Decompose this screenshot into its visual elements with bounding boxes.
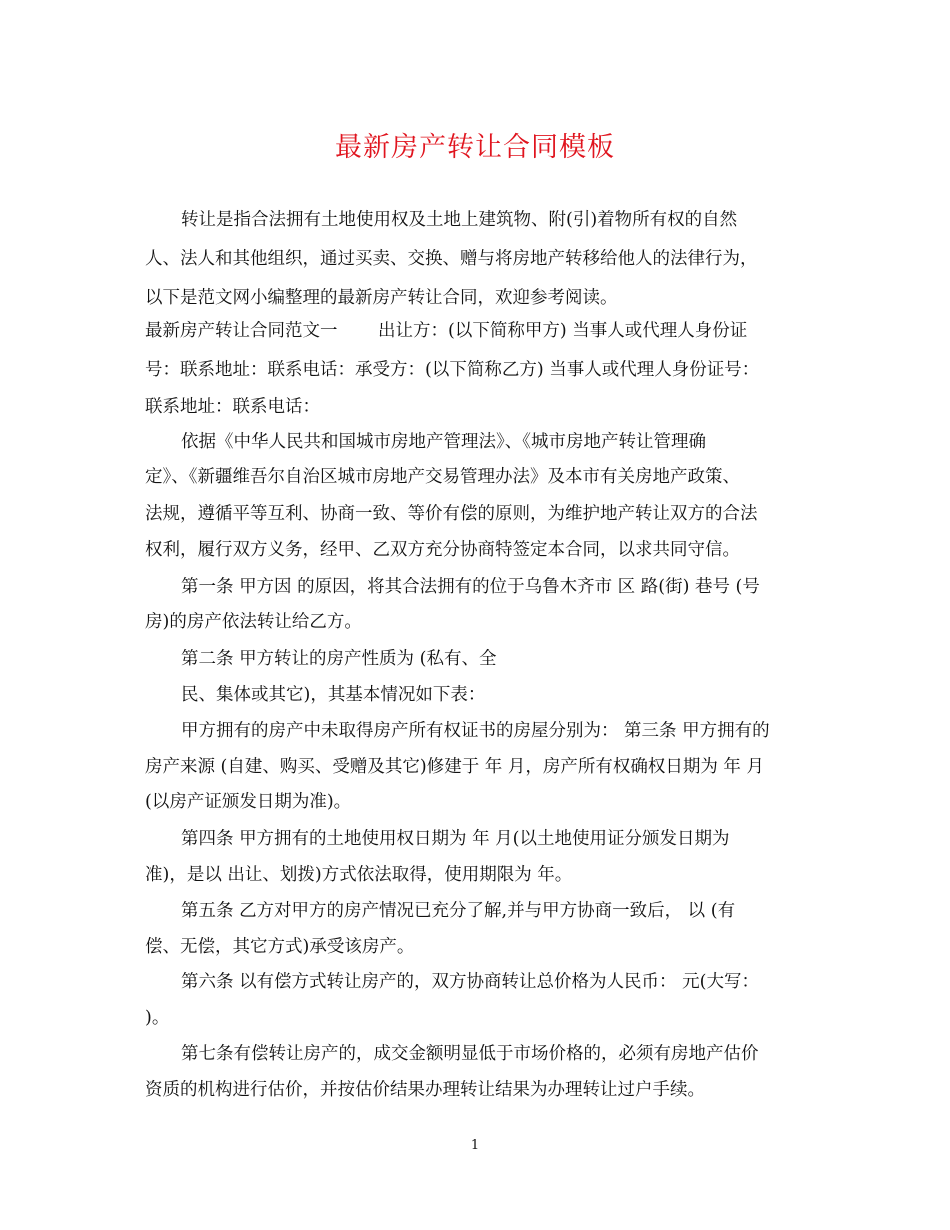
- paragraph-line: 第五条 乙方对甲方的房产情况已充分了解,并与甲方协商一致后， 以 (有: [181, 901, 736, 921]
- paragraph-line: 依据《中华人民共和国城市房地产管理法》、《城市房地产转让管理确: [181, 432, 706, 452]
- paragraph-line: 以下是范文网小编整理的最新房产转让合同，欢迎参考阅读。: [145, 288, 618, 308]
- paragraph-line: 资质的机构进行估价，并按估价结果办理转让结果为办理转让过户手续。: [145, 1080, 705, 1100]
- paragraph-line: )。: [145, 1008, 170, 1028]
- paragraph-line: 第四条 甲方拥有的土地使用权日期为 年 月(以土地使用证分颁发日期为: [181, 829, 730, 849]
- paragraph-line: 民、集体或其它)，其基本情况如下表：: [181, 685, 486, 705]
- paragraph-line: 号：联系地址：联系电话：承受方：(以下简称乙方) 当事人或代理人身份证号：: [145, 360, 760, 380]
- paragraph-line: (以房产证颁发日期为准)。: [145, 792, 352, 812]
- document-title: 最新房产转让合同模板: [335, 132, 615, 163]
- paragraph-line: 人、法人和其他组织，通过买卖、交换、赠与将房地产转移给他人的法律行为，: [145, 249, 758, 269]
- paragraph-line: 权利，履行双方义务，经甲、乙双方充分协商特签定本合同，以求共同守信。: [145, 540, 740, 560]
- paragraph-line: 联系地址：联系电话：: [145, 397, 320, 417]
- paragraph-line: 准)，是以 出让、划拨)方式依法取得，使用期限为 年。: [145, 865, 573, 885]
- paragraph-line: 偿、无偿，其它方式)承受该房产。: [145, 937, 415, 957]
- paragraph-line: 定》、《新疆维吾尔自治区城市房地产交易管理办法》及本市有关房地产政策、: [145, 467, 740, 487]
- paragraph-line: 房产来源 (自建、购买、受赠及其它)修建于 年 月，房产所有权确权日期为 年 月: [145, 757, 764, 777]
- page-number: 1: [470, 1138, 480, 1153]
- paragraph-line: 第一条 甲方因 的原因，将其合法拥有的位于乌鲁木齐市 区 路(街) 巷号 (号: [181, 577, 760, 597]
- paragraph-line: 法规，遵循平等互利、协商一致、等价有偿的原则，为维护地产转让双方的合法: [145, 504, 758, 524]
- paragraph-line: 第七条有偿转让房产的，成交金额明显低于市场价格的，必须有房地产估价: [181, 1044, 759, 1064]
- paragraph-line: 甲方拥有的房产中未取得房产所有权证书的房屋分别为： 第三条 甲方拥有的: [181, 721, 770, 741]
- paragraph-line: 第二条 甲方转让的房产性质为 (私有、全: [181, 649, 497, 669]
- paragraph-line: 最新房产转让合同范文一 出让方：(以下简称甲方) 当事人或代理人身份证: [145, 321, 748, 341]
- paragraph-line: 第六条 以有偿方式转让房产的，双方协商转让总价格为人民币： 元(大写：: [181, 972, 759, 992]
- paragraph-line: 转让是指合法拥有土地使用权及土地上建筑物、附(引)着物所有权的自然: [181, 210, 738, 230]
- paragraph-line: 房)的房产依法转让给乙方。: [145, 612, 362, 632]
